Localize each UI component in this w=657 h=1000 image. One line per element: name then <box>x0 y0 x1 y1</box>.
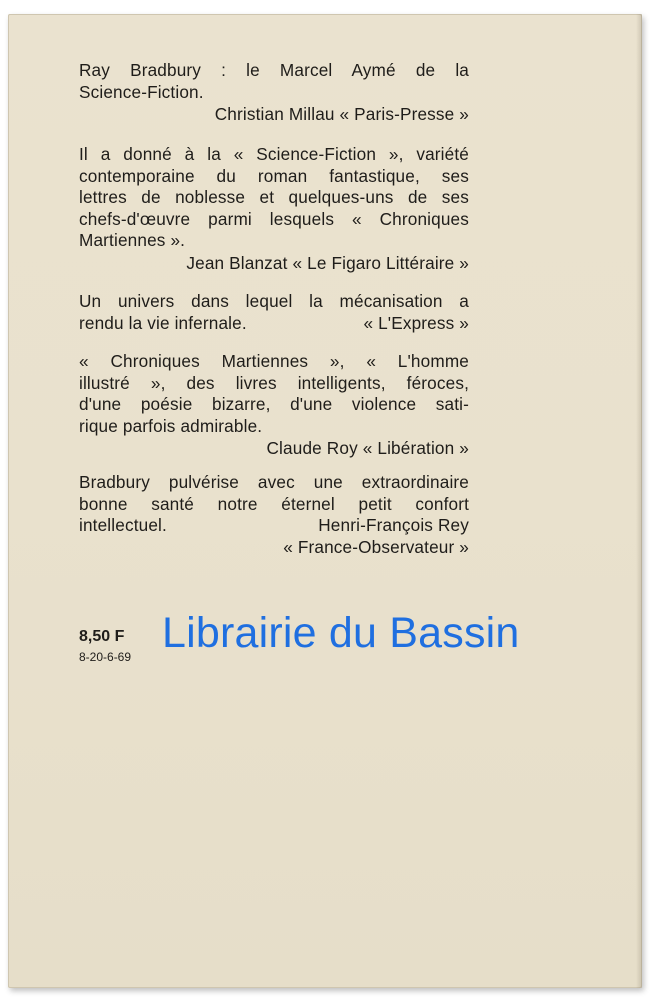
quote-1-line-2: Science-Fiction. <box>79 81 204 102</box>
quote-5-line-2: bonne santé notre éternel petit confort <box>79 493 469 514</box>
quote-4-source: Claude Roy « Libération » <box>266 438 469 458</box>
quote-5-line-1: Bradbury pulvérise avec une extraordinaire <box>79 472 469 492</box>
quote-1-line-1: Ray Bradbury : le Marcel Aymé de la <box>79 60 469 80</box>
quote-3-source: « L'Express » <box>363 312 469 333</box>
quote-4-line-4: rique parfois admirable. <box>79 415 263 436</box>
quote-1-source: Christian Millau « Paris-Presse » <box>214 104 469 124</box>
quote-2 <box>79 144 469 274</box>
quote-2-line-3: lettres de noblesse et quelques-uns de ses <box>79 187 469 207</box>
quote-2-line-4: chefs-d'œuvre parmi lesquels « Chroniques <box>79 208 469 229</box>
quote-1 <box>79 60 469 126</box>
quote-3-line-2: rendu la vie infernale. <box>79 312 247 333</box>
quote-2-line-1: Il a donné à la « Science-Fiction », variété <box>79 144 469 164</box>
quote-4 <box>79 351 469 460</box>
quote-2-line-5: Martiennes ». <box>79 230 186 250</box>
quote-4-line-3: d'une poésie bizarre, d'une violence sati- <box>79 394 469 414</box>
quote-3 <box>79 291 469 334</box>
quote-5 <box>79 472 469 558</box>
print-code: 8-20-6-69 <box>79 650 132 664</box>
quote-4-line-2: illustré », des livres intelligents, féroces, <box>79 372 469 393</box>
quote-4-line-1: « Chroniques Martiennes », « L'homme <box>79 351 469 371</box>
quote-2-source: Jean Blanzat « Le Figaro Littéraire » <box>186 252 469 273</box>
quote-5-source-name: Henri-François Rey <box>318 515 469 535</box>
quote-3-line-1: Un univers dans lequel la mécanisation a <box>79 291 469 311</box>
bookseller-watermark: Librairie du Bassin <box>162 609 520 657</box>
price-label: 8,50 F <box>79 628 125 645</box>
quote-5-source-publication: « France-Observateur » <box>283 536 469 557</box>
quote-5-line-3: intellectuel. <box>79 515 167 535</box>
quote-2-line-2: contemporaine du roman fantastique, ses <box>79 165 469 186</box>
